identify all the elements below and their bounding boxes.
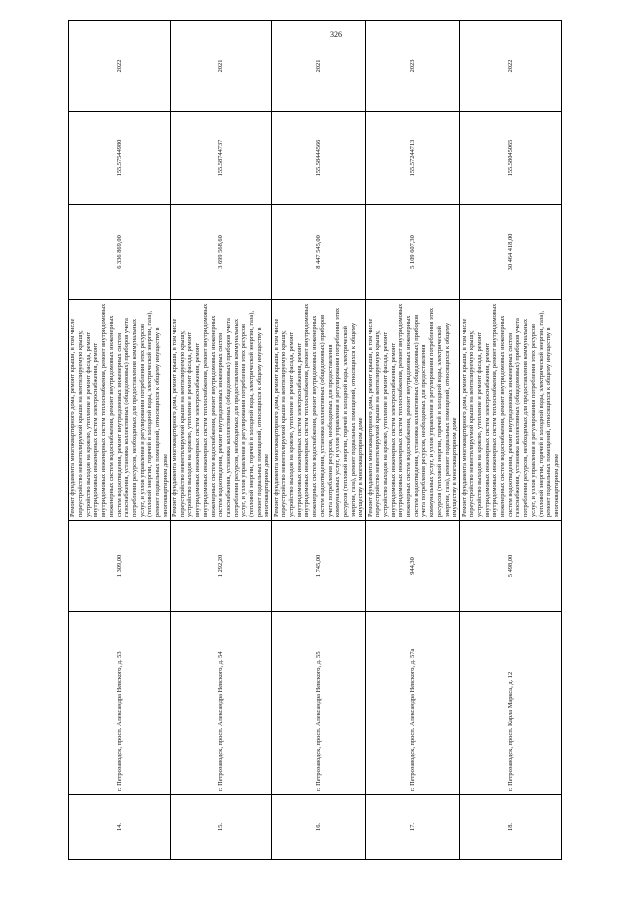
- page-number: 326: [330, 30, 342, 39]
- row-code: 155.57244713: [366, 112, 460, 205]
- row-cost: 30 464 418,00: [460, 205, 562, 300]
- row-cost: 3 699 568,60: [170, 205, 272, 300]
- row-number: 16.: [272, 795, 366, 860]
- row-code: 155.58045065: [460, 112, 562, 205]
- row-cost: 6 336 869,00: [69, 205, 171, 300]
- rotated-table-container: [68, 59, 562, 860]
- table-row: [69, 21, 171, 860]
- row-works: Ремонт фундамента многоквартирного дома, ремонт крыши, в том числе переустройство невентилируемой крыши на вентилируемую крышу, устройство выходов на кровлю, утепление и ремонт фасада, ремонт внутридомовых инженерных систем электроснабжения, ремонт внутридомовых инженерных систем теплоснабжения, ремонт внутридомовых инженерных систем водоснабжения, ремонт внутридомовых инженерных систем водоотведения, ремонт внутридомовых инженерных систем газоснабжения, установка коллективных (общедомовых) приборов учета потребления ресурсов, необходимых для предоставления коммунальных услуг, и узлов управления и регулирования потребления этих ресурсов (тепловой энергии, горячей и холодной воды, электрической энергии, газа), ремонт подвальных помещений, относящихся к общему имуществу в многоквартирном доме: [460, 300, 562, 521]
- row-cost: 8 447 545,00: [272, 205, 366, 300]
- row-code: 155.58744737: [170, 112, 272, 205]
- row-year: 2022: [460, 21, 562, 112]
- row-address: г. Петрозаводск, просп. Александра Невского, д. 55: [272, 612, 366, 795]
- table-row: [272, 21, 366, 860]
- row-number: 18.: [460, 795, 562, 860]
- register-table: [68, 20, 562, 860]
- row-address: г. Петрозаводск, просп. Александра Невского, д. 53: [69, 612, 171, 795]
- row-area: 1 292,20: [170, 521, 272, 612]
- table-row: [366, 21, 460, 860]
- row-works: Ремонт фундамента многоквартирного дома, ремонт крыши, в том числе переустройство невентилируемой крыши на вентилируемую крышу, устройство выходов на кровлю, утепление и ремонт фасада, ремонт внутридомовых инженерных систем электроснабжения, ремонт внутридомовых инженерных систем теплоснабжения, ремонт внутридомовых инженерных систем водоснабжения, ремонт внутридомовых инженерных систем водоотведения, установка коллективных (общедомовых) приборов учета потребления ресурсов, необходимых для предоставления коммунальных услуг, и узлов управления и регулирования потребления этих ресурсов (тепловой энергии, горячей и холодной воды, электрической энергии, газа), ремонт подвальных помещений, относящихся к общему имуществу в многоквартирном доме: [272, 300, 366, 521]
- row-area: 1 309,00: [69, 521, 171, 612]
- row-area: 944,30: [366, 521, 460, 612]
- row-year: 2023: [366, 21, 460, 112]
- row-year: 2021: [272, 21, 366, 112]
- row-address: г. Петрозаводск, просп. Александра Невского, д. 57а: [366, 612, 460, 795]
- row-address: г. Петрозаводск, просп. Карла Маркса, д. 12: [460, 612, 562, 795]
- row-works: Ремонт фундамента многоквартирного дома, ремонт крыши, в том числе переустройство невентилируемой крыши на вентилируемую крышу, устройство выходов на кровлю, утепление и ремонт фасада, ремонт внутридомовых инженерных систем электроснабжения, ремонт внутридомовых инженерных систем теплоснабжения, ремонт внутридомовых инженерных систем водоснабжения, ремонт внутридомовых инженерных систем водоотведения, установка коллективных (общедомовых) приборов учета потребления ресурсов, необходимых для предоставления коммунальных услуг, и узлов управления и регулирования потребления этих ресурсов (тепловой энергии, горячей и холодной воды, электрической энергии, газа), ремонт подвальных помещений, относящихся к общему имуществу в многоквартирном доме: [366, 300, 460, 521]
- row-address: г. Петрозаводск, просп. Александра Невского, д. 54: [170, 612, 272, 795]
- row-number: 17.: [366, 795, 460, 860]
- row-works: Ремонт фундамента многоквартирного дома, ремонт крыши, в том числе переустройство невентилируемой крыши на вентилируемую крышу, устройство выходов на кровлю, утепление и ремонт фасада, ремонт внутридомовых инженерных систем электроснабжения, ремонт внутридомовых инженерных систем теплоснабжения, ремонт внутридомовых инженерных систем водоснабжения, ремонт внутридомовых инженерных систем водоотведения, ремонт внутридомовых инженерных систем газоснабжения, установка коллективных (общедомовых) приборов учета потребления ресурсов, необходимых для предоставления коммунальных услуг, и узлов управления и регулирования потребления этих ресурсов (тепловой энергии, горячей и холодной воды, электрической энергии, газа), ремонт подвальных помещений, относящихся к общему имуществу в многоквартирном доме: [170, 300, 272, 521]
- table-row: [460, 21, 562, 860]
- row-number: 15.: [170, 795, 272, 860]
- row-year: 2022: [69, 21, 171, 112]
- row-area: 1 745,00: [272, 521, 366, 612]
- row-works: Ремонт фундамента многоквартирного дома, ремонт крыши, в том числе переустройство невентилируемой крыши на вентилируемую крышу, устройство выходов на кровлю, утепление и ремонт фасада, ремонт внутридомовых инженерных систем электроснабжения, ремонт внутридомовых инженерных систем теплоснабжения, ремонт внутридомовых инженерных систем водоснабжения, ремонт внутридомовых инженерных систем водоотведения, ремонт внутридомовых инженерных систем газоснабжения, установка коллективных (общедомовых) приборов учета потребления ресурсов, необходимых для предоставления коммунальных услуг, и узлов управления и регулирования потребления этих ресурсов (тепловой энергии, горячей и холодной воды, электрической энергии, газа), ремонт подвальных помещений, относящихся к общему имуществу в многоквартирном доме: [69, 300, 171, 521]
- table-row: [170, 21, 272, 860]
- row-code: 155.58444566: [272, 112, 366, 205]
- row-number: 14.: [69, 795, 171, 860]
- row-cost: 5 109 607,30: [366, 205, 460, 300]
- row-code: 155.57544980: [69, 112, 171, 205]
- row-area: 5 498,00: [460, 521, 562, 612]
- row-year: 2021: [170, 21, 272, 112]
